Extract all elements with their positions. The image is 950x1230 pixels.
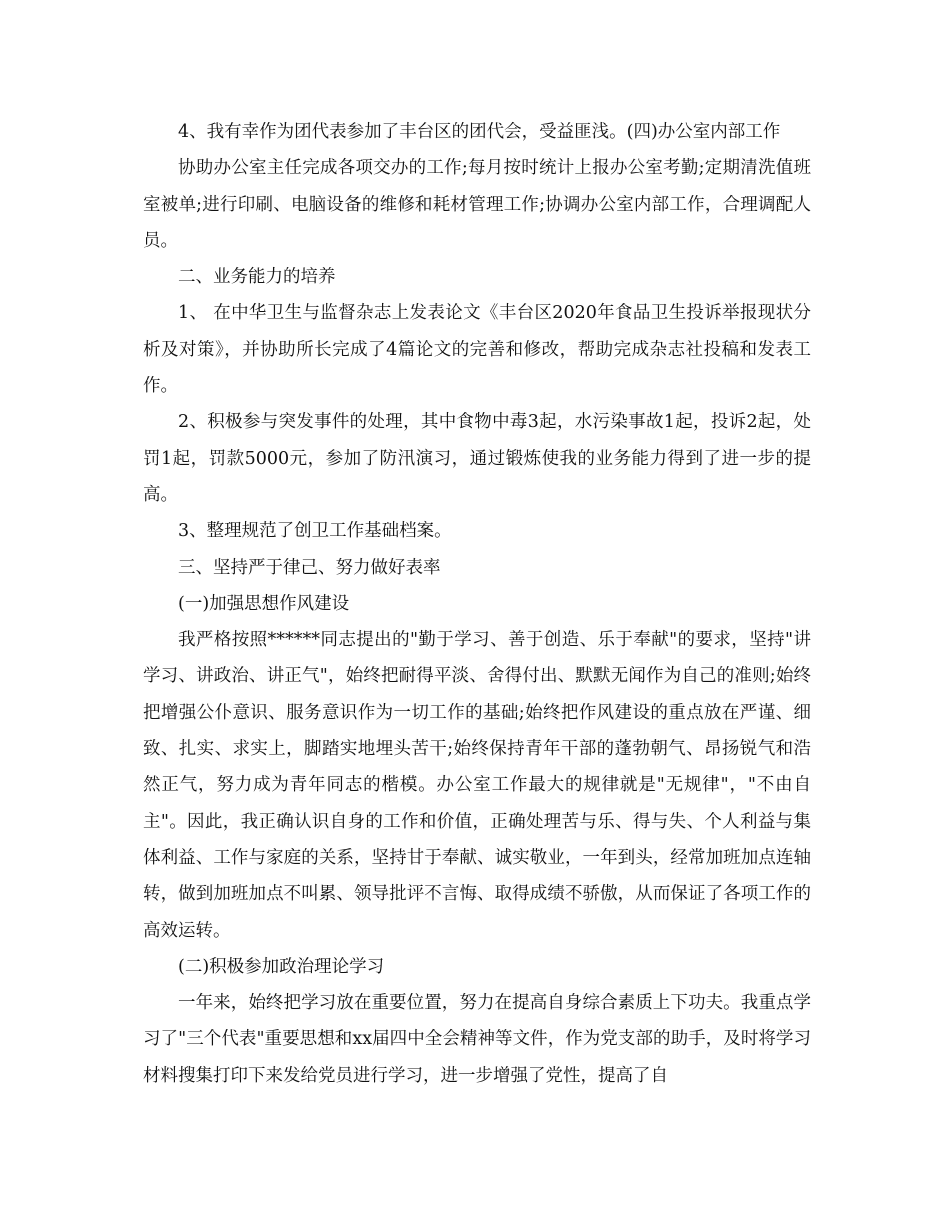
paragraph-office-work: 协助办公室主任完成各项交办的工作;每月按时统计上报办公室考勤;定期清洗值班室被单;进行印刷、电脑设备的维修和耗材管理工作;协调办公室内部工作，合理调配人员。 — [143, 158, 811, 251]
subheading-work-style: (一)加强思想作风建设 — [178, 593, 350, 614]
paragraph-political-study: 一年来，始终把学习放在重要位置，努力在提高自身综合素质上下功夫。我重点学习了"三个代表"重要思想和xx届四中全会精神等文件，作为党支部的助手，及时将学习材料搜集打印下来发给党员进行学习，进一步增强了党性，提高了自 — [143, 993, 811, 1086]
heading-self-discipline: 三、坚持严于律己、努力做好表率 — [178, 557, 441, 578]
paragraph-work-style: 我严格按照******同志提出的"勤于学习、善于创造、乐于奉献"的要求，坚持"讲学习、讲政治、讲正气"，始终把耐得平淡、舍得付出、默默无闻作为自己的准则;始终把增强公仆意识、服务意识作为一切工作的基础;始终把作风建设的重点放在严谨、细致、扎实、求实上，脚踏实地埋头苦干;始终保持青年干部的蓬勃朝气、昂扬锐气和浩然正气，努力成为青年同志的楷模。办公室工作最大的规律就是"无规律"，"不由自主"。因此，我正确认识自身的工作和价值，正确处理苦与乐、得与失、个人利益与集体利益、工作与家庭的关系，坚持甘于奉献、诚实敬业，一年到头，经常加班加点连轴转，做到加班加点不叫累、领导批评不言悔、取得成绩不骄傲，从而保证了各项工作的高效运转。 — [143, 630, 811, 941]
subheading-political-study: (二)积极参加政治理论学习 — [178, 956, 385, 977]
paragraph-emergency-handling: 2、积极参与突发事件的处理，其中食物中毒3起，水污染事故1起，投诉2起，处罚1起，罚款5000元，参加了防汛演习，通过锻炼使我的业务能力得到了进一步的提高。 — [143, 412, 811, 505]
paragraph-paper-publication: 1、 在中华卫生与监督杂志上发表论文《丰台区2020年食品卫生投诉举报现状分析及对策》，并协助所长完成了4篇论文的完善和修改，帮助完成杂志社投稿和发表工作。 — [143, 303, 811, 397]
document-page — [143, 114, 811, 1094]
paragraph-party-congress: 4、我有幸作为团代表参加了丰台区的团代会，受益匪浅。(四)办公室内部工作 — [178, 122, 781, 142]
heading-business-ability: 二、业务能力的培养 — [178, 267, 336, 288]
paragraph-archives: 3、整理规范了创卫工作基础档案。 — [178, 521, 452, 542]
